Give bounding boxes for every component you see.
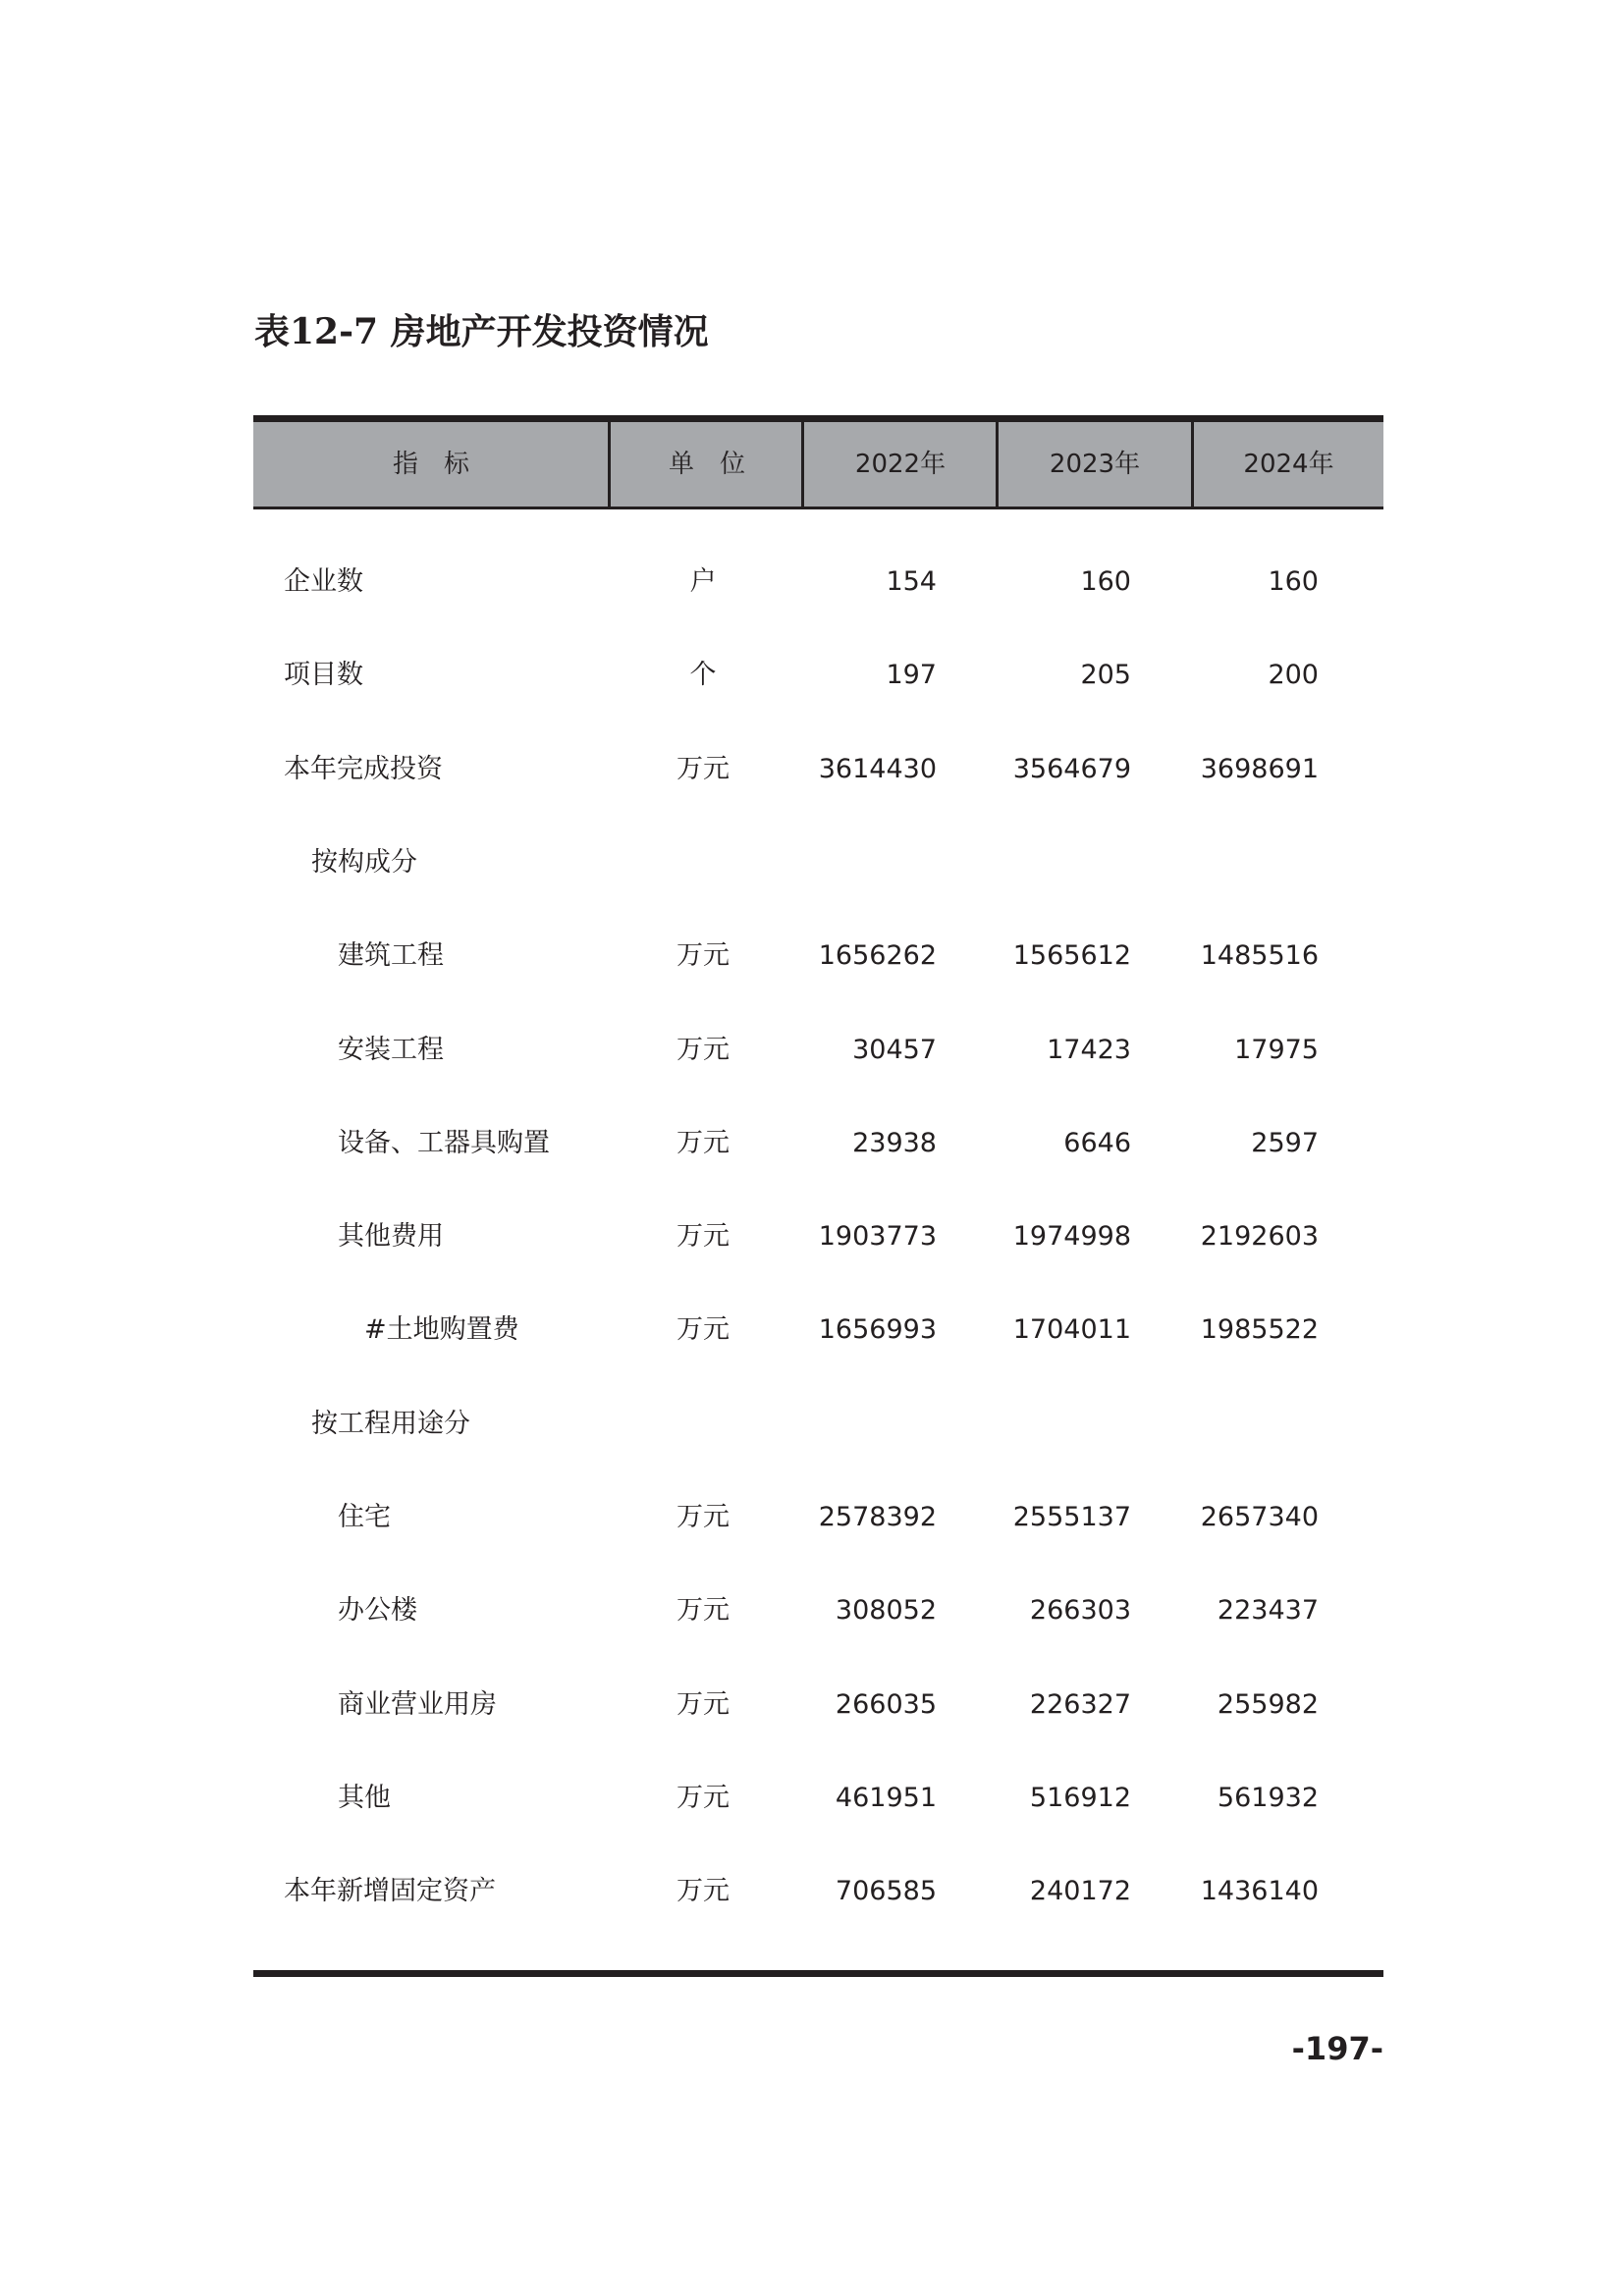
row-label: 项目数 — [284, 660, 363, 691]
row-label: 企业数 — [284, 566, 363, 597]
table-row — [0, 750, 1624, 789]
row-unit: 万元 — [677, 940, 730, 972]
row-label: 商业营业用房 — [338, 1688, 497, 1720]
table-row — [0, 1872, 1624, 1911]
value-2024: 255982 — [1217, 1688, 1319, 1720]
table-row — [0, 843, 1624, 882]
value-2022: 23938 — [852, 1127, 937, 1158]
table-header — [253, 422, 1383, 509]
value-2024: 160 — [1268, 566, 1319, 597]
value-2023: 2555137 — [1012, 1502, 1131, 1532]
value-2024: 1485516 — [1200, 940, 1319, 972]
table-title: 表12-7 房地产开发投资情况 — [254, 311, 709, 352]
row-unit: 户 — [689, 566, 717, 597]
value-2022: 308052 — [835, 1595, 937, 1627]
value-2024: 2192603 — [1200, 1221, 1319, 1253]
table-row — [0, 1405, 1624, 1444]
value-2024: 223437 — [1217, 1595, 1319, 1627]
row-unit: 个 — [689, 660, 717, 691]
table-row — [0, 1779, 1624, 1818]
table-bottom-rule — [253, 1970, 1383, 1977]
value-2023: 1565612 — [1012, 940, 1131, 972]
header-year-2024: 2024年 — [1243, 450, 1334, 479]
table-row — [0, 1685, 1624, 1725]
table-row — [0, 936, 1624, 976]
value-2024: 2657340 — [1200, 1502, 1319, 1532]
value-2023: 266303 — [1029, 1595, 1131, 1627]
value-2022: 266035 — [835, 1688, 937, 1720]
header-indicator: 指 标 — [392, 450, 469, 479]
value-2022: 706585 — [835, 1876, 937, 1907]
value-2024: 2597 — [1251, 1127, 1319, 1158]
value-2023: 1704011 — [1012, 1314, 1131, 1346]
row-label: 住宅 — [338, 1502, 391, 1532]
value-2023: 17423 — [1047, 1034, 1131, 1065]
table-row — [0, 656, 1624, 695]
row-label: #土地购置费 — [364, 1314, 519, 1346]
row-label: 按工程用途分 — [311, 1408, 470, 1439]
value-2022: 197 — [886, 660, 937, 691]
value-2023: 1974998 — [1012, 1221, 1131, 1253]
table-row — [0, 1031, 1624, 1070]
row-label: 安装工程 — [338, 1034, 444, 1065]
table-row — [0, 1591, 1624, 1630]
value-2022: 461951 — [835, 1782, 937, 1813]
row-unit: 万元 — [677, 1221, 730, 1253]
row-label: 建筑工程 — [338, 940, 444, 972]
value-2023: 6646 — [1063, 1127, 1131, 1158]
row-label: 办公楼 — [338, 1595, 417, 1627]
table-row — [0, 562, 1624, 602]
value-2022: 1656993 — [818, 1314, 937, 1346]
value-2024: 1985522 — [1200, 1314, 1319, 1346]
row-unit: 万元 — [677, 1034, 730, 1065]
value-2023: 3564679 — [1012, 753, 1131, 784]
value-2024: 3698691 — [1200, 753, 1319, 784]
table-top-rule — [253, 415, 1383, 422]
row-label: 其他 — [338, 1782, 391, 1813]
row-unit: 万元 — [677, 1314, 730, 1346]
table-row — [0, 1498, 1624, 1537]
value-2024: 1436140 — [1200, 1876, 1319, 1907]
value-2022: 1903773 — [818, 1221, 937, 1253]
value-2024: 17975 — [1234, 1034, 1319, 1065]
table-row — [0, 1124, 1624, 1163]
value-2022: 154 — [886, 566, 937, 597]
row-unit: 万元 — [677, 1502, 730, 1532]
header-year-2023: 2023年 — [1049, 450, 1141, 479]
header-unit: 单 位 — [668, 450, 745, 479]
table-row — [0, 1310, 1624, 1350]
row-label: 其他费用 — [338, 1221, 444, 1253]
value-2023: 516912 — [1029, 1782, 1131, 1813]
value-2024: 561932 — [1217, 1782, 1319, 1813]
value-2023: 160 — [1080, 566, 1131, 597]
row-label: 设备、工器具购置 — [338, 1127, 550, 1158]
value-2022: 3614430 — [818, 753, 937, 784]
row-unit: 万元 — [677, 1127, 730, 1158]
value-2022: 30457 — [852, 1034, 937, 1065]
row-label: 本年新增固定资产 — [284, 1876, 496, 1907]
row-label: 本年完成投资 — [284, 753, 443, 784]
value-2022: 1656262 — [818, 940, 937, 972]
value-2023: 240172 — [1029, 1876, 1131, 1907]
value-2023: 205 — [1080, 660, 1131, 691]
header-year-2022: 2022年 — [854, 450, 947, 479]
row-unit: 万元 — [677, 1876, 730, 1907]
value-2022: 2578392 — [818, 1502, 937, 1532]
row-unit: 万元 — [677, 1688, 730, 1720]
row-label: 按构成分 — [311, 846, 417, 878]
row-unit: 万元 — [677, 753, 730, 784]
page-number: -197- — [1291, 2030, 1383, 2067]
row-unit: 万元 — [677, 1595, 730, 1627]
value-2023: 226327 — [1029, 1688, 1131, 1720]
row-unit: 万元 — [677, 1782, 730, 1813]
table-row — [0, 1217, 1624, 1256]
value-2024: 200 — [1268, 660, 1319, 691]
